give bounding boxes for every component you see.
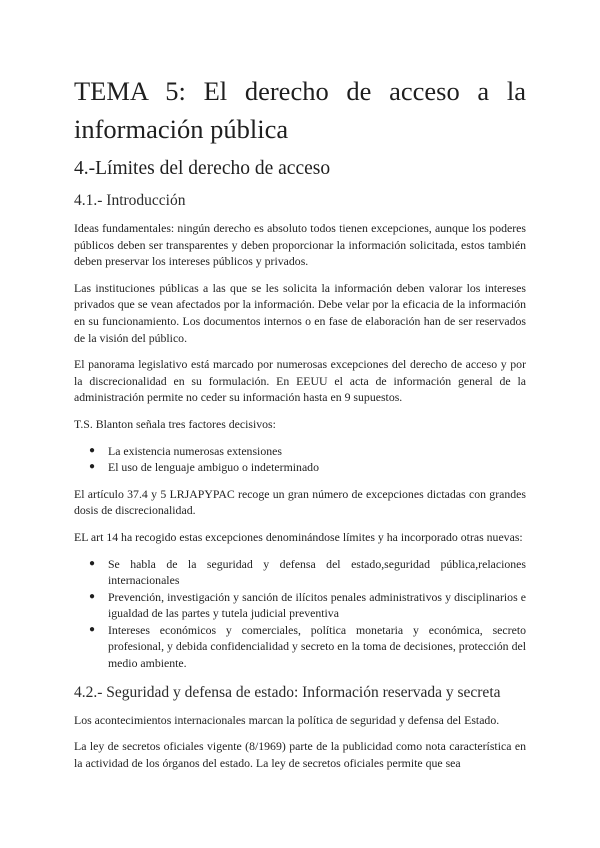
paragraph: T.S. Blanton señala tres factores decisivos: bbox=[74, 416, 276, 431]
paragraph: Ideas fundamentales: ningún derecho es absoluto todos tienen excepciones, aunque los poderes públicos deben ser transparentes y deben proporcionar la información solicitada, estos también deben preservar los intereses públicos y privados. bbox=[74, 221, 526, 269]
paragraph: El panorama legislativo está marcado por numerosas excepciones del derecho de acceso y por la discrecionalidad en su formulación. En EEUU el acta de información general de la administración permite no ceder su información hasta en 9 supuestos. bbox=[74, 357, 526, 405]
paragraph: La ley de secretos oficiales vigente (8/1969) parte de la publicidad como nota característica en la actividad de los órganos del estado. La ley de secretos oficiales permite que sea bbox=[74, 739, 526, 770]
list-item: ● Se habla de la seguridad y defensa del estado,seguridad pública,relaciones internacionales bbox=[89, 556, 526, 588]
bullet-list-factores bbox=[74, 443, 526, 476]
bullet-icon: ● bbox=[89, 444, 96, 456]
section-heading: 4.-Límites del derecho de acceso bbox=[74, 158, 331, 179]
bullet-icon: ● bbox=[89, 623, 96, 635]
paragraph: Las instituciones públicas a las que se les solicita la información deben valorar los intereses privados que se vean afectados por la información. Debe velar por la eficacia de la información en su funcionamiento. Los documentos internos o en fase de elaboración han de ser reservados de la visión del público. bbox=[74, 280, 526, 345]
list-item: ● Intereses económicos y comerciales, política monetaria y económica, secreto profesional, y debida confidencialidad y secreto en la toma de decisiones, protección del medio ambiente. bbox=[89, 622, 526, 671]
bullet-list-limites bbox=[74, 556, 526, 672]
bullet-icon: ● bbox=[89, 461, 96, 473]
bullet-icon: ● bbox=[89, 557, 96, 569]
list-item: ● El uso de lenguaje ambiguo o indeterminado bbox=[89, 460, 319, 475]
paragraph: El artículo 37.4 y 5 LRJAPYPAC recoge un gran número de excepciones dictadas con grandes dosis de discrecionalidad. bbox=[74, 486, 526, 518]
subsection-heading-introduccion: 4.1.- Introducción bbox=[74, 192, 186, 209]
list-item: ● Prevención, investigación y sanción de ilícitos penales administrativos y disciplinarios e igualdad de las partes y tutela judicial preventiva bbox=[89, 589, 526, 621]
bullet-icon: ● bbox=[89, 590, 96, 602]
paragraph: EL art 14 ha recogido estas excepciones denominándose límites y ha incorporado otras nuevas: bbox=[74, 529, 523, 544]
paragraph: Los acontecimientos internacionales marcan la política de seguridad y defensa del Estado. bbox=[74, 712, 500, 727]
subsection-heading-seguridad: 4.2.- Seguridad y defensa de estado: Información reservada y secreta bbox=[74, 683, 501, 701]
list-item: ● La existencia numerosas extensiones bbox=[89, 443, 282, 458]
document-title: TEMA 5: El derecho de acceso a la información pública bbox=[74, 76, 526, 144]
